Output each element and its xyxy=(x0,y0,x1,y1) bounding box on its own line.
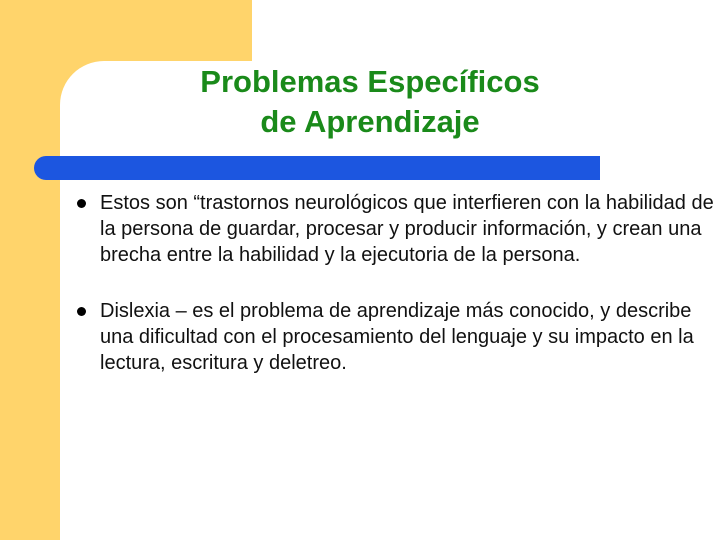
bullet-dot-icon xyxy=(77,307,86,316)
bullet-dot-icon xyxy=(77,199,86,208)
title-line-2: de Aprendizaje xyxy=(260,104,480,139)
bullet-list xyxy=(76,190,716,406)
bullet-text: Estos son “trastornos neurológicos que interfieren con la habilidad de la persona de guardar, procesar y producir información, y crean una brecha entre la habilidad y la ejecutoria de la persona. xyxy=(100,192,714,266)
list-item xyxy=(76,298,716,376)
title-line-1: Problemas Específicos xyxy=(200,64,540,99)
list-item xyxy=(76,190,716,268)
slide-title xyxy=(90,62,650,142)
bullet-text: Dislexia – es el problema de aprendizaje más conocido, y describe una dificultad con el procesamiento del lenguaje y su impacto en la lectura, escritura y deletreo. xyxy=(100,300,694,374)
decorative-blue-bar xyxy=(34,156,600,180)
